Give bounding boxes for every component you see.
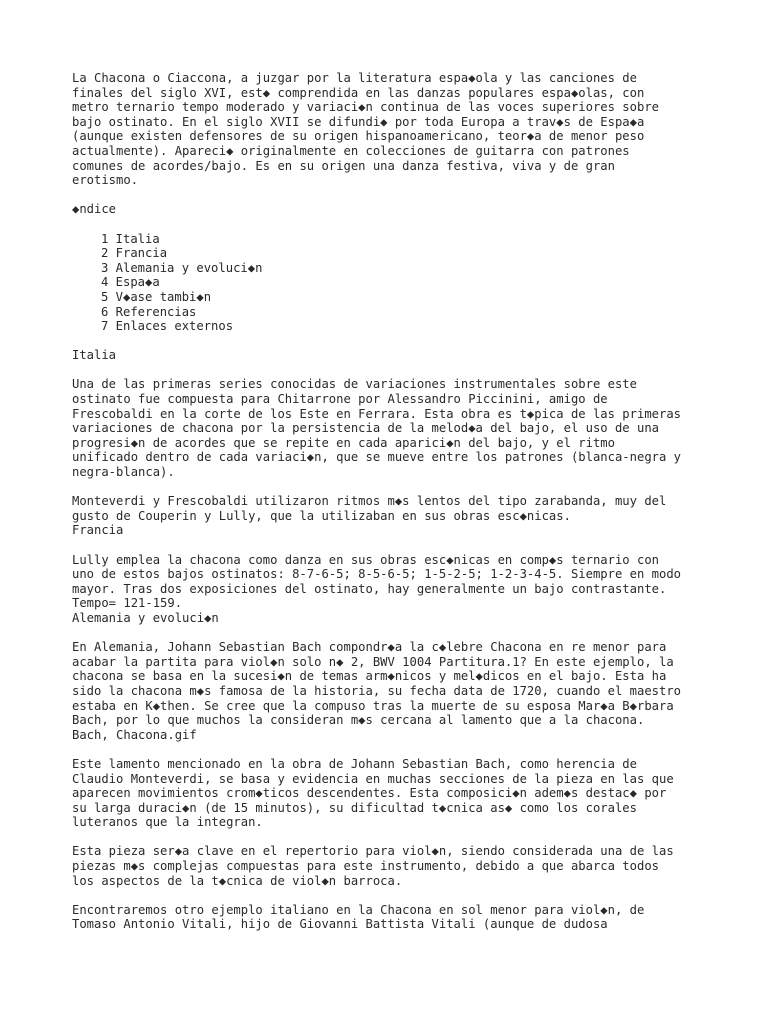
text-line: bajo ostinato. En el siglo XVII se difundi◆ por toda Europa a trav◆s de Espa◆a (72, 114, 645, 129)
text-line: piezas m◆s complejas compuestas para este instrumento, debido a que abarca todos (72, 859, 659, 874)
text-line: su larga duraci◆n (de 15 minutos), su dificultad t◆cnica as◆ como los corales (72, 800, 637, 815)
text-line: Tempo= 121-159. (72, 596, 183, 611)
text-line: finales del siglo XVI, est◆ comprendida en las danzas populares espa◆olas, con (72, 85, 645, 100)
text-line: actualmente). Apareci◆ originalmente en colecciones de guitarra con patrones (72, 143, 630, 158)
alemania-paragraph-2 (72, 757, 732, 830)
text-line: Frescobaldi en la corte de los Este en Ferrara. Esta obra es t◆pica de las primeras (72, 406, 682, 421)
italia-paragraph-2 (72, 494, 732, 523)
intro-paragraph (72, 71, 732, 188)
text-line: acabar la partita para viol◆n solo n◆ 2, BWV 1004 Partitura.1? En este ejemplo, la (72, 654, 674, 669)
text-line: unificado dentro de cada variaci◆n, que se mueve entre los patrones (blanca-negra y (72, 450, 682, 465)
toc-item: 6 Referencias (101, 304, 197, 319)
table-of-contents (72, 232, 732, 334)
text-line: negra-blanca). (72, 465, 175, 480)
text-line: ostinato fue compuesta para Chitarrone por Alessandro Piccinini, amigo de (72, 392, 608, 407)
text-line: comunes de acordes/bajo. Es en su origen una danza festiva, viva y de gran (72, 158, 615, 173)
toc-item: 5 V◆ase tambi◆n (101, 289, 212, 304)
italia-paragraph-1 (72, 377, 732, 479)
text-line: Encontraremos otro ejemplo italiano en la Chacona en sol menor para viol◆n, de (72, 902, 645, 917)
text-line: gusto de Couperin y Lully, que la utilizaban en sus obras esc◆nicas. (72, 508, 571, 523)
text-line: Este lamento mencionado en la obra de Johann Sebastian Bach, como herencia de (72, 756, 637, 771)
text-line: aparecen movimientos crom◆ticos descendentes. Esta composici◆n adem◆s destac◆ por (72, 786, 667, 801)
text-line: Bach, por lo que muchos la consideran m◆s cercana al lamento que a la chacona. (72, 713, 645, 728)
text-line: Esta pieza ser◆a clave en el repertorio para viol◆n, siendo considerada una de las (72, 844, 674, 859)
alemania-paragraph-3 (72, 844, 732, 888)
text-line: Monteverdi y Frescobaldi utilizaron ritmos m◆s lentos del tipo zarabanda, muy del (72, 494, 667, 509)
alemania-paragraph-1 (72, 640, 732, 742)
toc-item: 4 Espa◆a (101, 275, 160, 290)
text-line: progresi◆n de acordes que se repite en cada aparici◆n del bajo, y el ritmo (72, 435, 615, 450)
text-line: (aunque existen defensores de su origen hispanoamericano, teor◆a de menor peso (72, 129, 645, 144)
toc-item: 2 Francia (101, 246, 168, 261)
toc-item: 1 Italia (101, 231, 160, 246)
text-line: mayor. Tras dos exposiciones del ostinato, hay generalmente un bajo contrastante. (72, 581, 667, 596)
text-line: Claudio Monteverdi, se basa y evidencia en muchas secciones de la pieza en las que (72, 771, 674, 786)
section-heading-italia: Italia (72, 348, 117, 363)
text-line: metro ternario tempo moderado y variaci◆n continua de las voces superiores sobre (72, 100, 659, 115)
text-line: Una de las primeras series conocidas de variaciones instrumentales sobre este (72, 377, 637, 392)
toc-item: 7 Enlaces externos (101, 319, 234, 334)
alemania-paragraph-4 (72, 903, 732, 932)
text-line: variaciones de chacona por la persistencia de la melod◆a del bajo, el uso de una (72, 421, 659, 436)
francia-paragraph-1 (72, 553, 732, 611)
text-line: La Chacona o Ciaccona, a juzgar por la literatura espa◆ola y las canciones de (72, 71, 637, 85)
text-line: sido la chacona m◆s famosa de la historia, su fecha data de 1720, cuando el maestro (72, 683, 682, 698)
text-line: Lully emplea la chacona como danza en sus obras esc◆nicas en comp◆s ternario con (72, 552, 659, 567)
section-heading-alemania: Alemania y evoluci◆n (72, 610, 219, 625)
text-line: erotismo. (72, 173, 139, 188)
text-line: Tomaso Antonio Vitali, hijo de Giovanni Battista Vitali (aunque de dudosa (72, 917, 608, 932)
text-line: chacona se basa en la sucesi◆n de temas arm◆nicos y mel◆dicos en el bajo. Esta ha (72, 669, 667, 684)
text-line: estaba en K◆then. Se cree que la compuso tras la muerte de su esposa Mar◆a B◆rbara (72, 698, 674, 713)
section-heading-francia: Francia (72, 523, 124, 538)
toc-heading: ◆ndice (72, 202, 117, 217)
toc-item: 3 Alemania y evoluci◆n (101, 260, 263, 275)
text-line: luteranos que la integran. (72, 815, 263, 830)
document-page (72, 71, 732, 932)
text-line: Bach, Chacona.gif (72, 727, 197, 742)
text-line: En Alemania, Johann Sebastian Bach compondr◆a la c◆lebre Chacona en re menor para (72, 640, 667, 655)
text-line: uno de estos bajos ostinatos: 8-7-6-5; 8-5-6-5; 1-5-2-5; 1-2-3-4-5. Siempre en modo (72, 567, 682, 582)
text-line: los aspectos de la t◆cnica de viol◆n barroca. (72, 873, 403, 888)
